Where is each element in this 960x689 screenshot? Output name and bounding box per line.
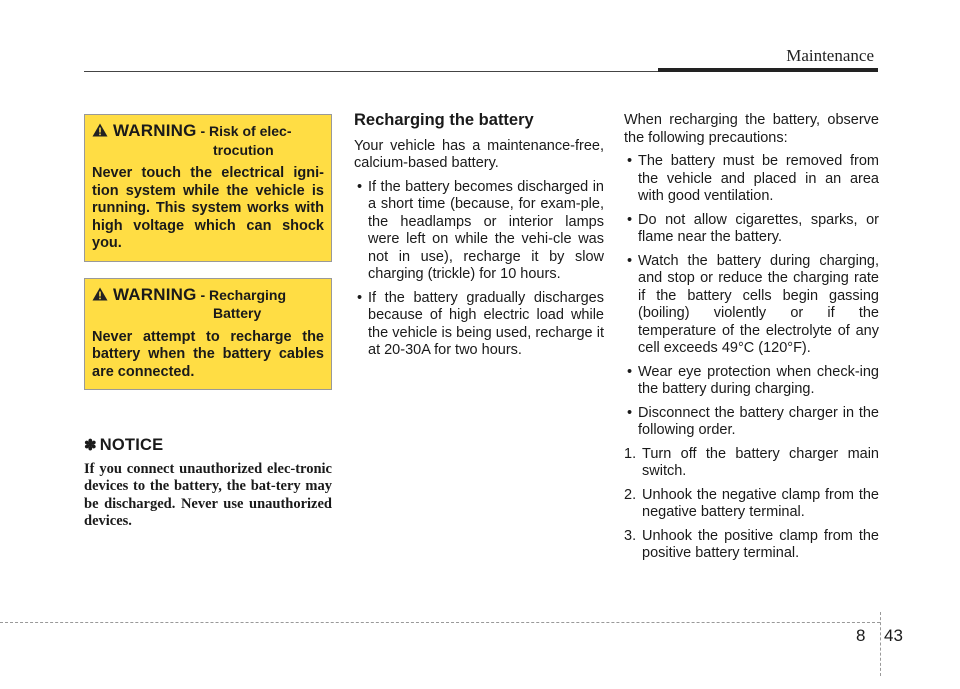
bullet-icon: • [357, 178, 363, 195]
numbered-step [624, 446, 879, 481]
bullet-icon: • [627, 153, 633, 169]
list-item [624, 153, 879, 206]
bullet-icon: • [357, 289, 363, 306]
precautions-intro: When recharging the battery, observe the following precautions: [624, 112, 879, 146]
list-item [354, 290, 604, 360]
list-item-text: If the battery gradually discharges because of high electric load while the vehicle is being used, recharge it at 20-30A for two hours. [368, 289, 604, 358]
list-item-text: Watch the battery during charging, and stop or reduce the charging rate if the battery cells begin gassing (boiling) violently or if the temperature of the electrolyte of any cell exceeds 49°C (120°F). [638, 252, 879, 356]
notice-title-text: NOTICE [99, 436, 164, 454]
step-text: Unhook the negative clamp from the negative battery terminal. [642, 486, 879, 520]
column-middle [354, 112, 604, 366]
warning-subject-cont: Battery [213, 305, 262, 321]
footer-divider [0, 622, 880, 623]
warning-box-recharging [84, 278, 332, 391]
step-text: Turn off the battery charger main switch. [642, 445, 879, 479]
chapter-number: 8 [856, 626, 866, 645]
warning-triangle-icon [92, 287, 108, 301]
numbered-step [624, 528, 879, 563]
list-item [624, 405, 879, 440]
column-left [84, 114, 332, 531]
list-item [624, 212, 879, 247]
list-item [624, 253, 879, 358]
list-item-text: Disconnect the battery charger in the following order. [638, 404, 879, 438]
notice-title [84, 437, 332, 455]
warning-word: WARNING [113, 121, 197, 140]
warning-body: Never touch the electrical igni-tion system while the vehicle is running. This system works with high voltage which can shock you. [92, 165, 324, 251]
section-intro: Your vehicle has a maintenance-free, calcium-based battery. [354, 137, 604, 171]
step-number: 3. [624, 527, 637, 544]
warning-word: WARNING [113, 284, 197, 304]
bullet-icon: • [627, 252, 633, 269]
step-number: 2. [624, 486, 637, 503]
footer-page-divider [880, 612, 881, 676]
list-item-text: If the battery becomes discharged in a short time (because, for exam-ple, the headlamps or interior lamps were left on while the vehi-cle was not in use), recharge it by slow charging (trickle) for 10 hours. [368, 178, 604, 282]
header-title: Maintenance [786, 46, 874, 65]
list-item-text: Do not allow cigarettes, sparks, or flame near the battery. [638, 211, 879, 245]
warning-triangle-icon [92, 123, 108, 137]
column-right [624, 112, 879, 569]
list-item [624, 364, 879, 399]
warning-box-electrocution [84, 114, 332, 262]
list-item-text: The battery must be removed from the vehicle and placed in an area with good ventilation. [638, 153, 879, 204]
step-text: Unhook the positive clamp from the positive battery terminal. [642, 527, 879, 561]
warning-subject: - Risk of elec- [196, 123, 292, 139]
warning-subject: - Recharging [196, 286, 287, 303]
warning-subject-cont: trocution [213, 141, 274, 158]
list-item-text: Wear eye protection when check-ing the battery during charging. [638, 363, 879, 397]
warning-body: Never attempt to recharge the battery when the battery cables are connected. [92, 328, 324, 380]
notice-body: If you connect unauthorized elec-tronic devices to the battery, the bat-tery may be discharged. Never use unauthorized devices. [84, 460, 332, 529]
numbered-step [624, 487, 879, 522]
section-title: Recharging the battery [354, 111, 534, 129]
step-number: 1. [624, 445, 637, 462]
list-item [354, 179, 604, 284]
warning-header [92, 286, 324, 323]
warning-header [92, 122, 324, 159]
bullet-icon: • [627, 211, 633, 228]
header-accent-bar [658, 68, 878, 72]
bullet-icon: • [627, 404, 633, 421]
page-number: 43 [884, 626, 903, 645]
notice-star-icon: ✽ [84, 437, 97, 454]
bullet-icon: • [627, 363, 633, 380]
